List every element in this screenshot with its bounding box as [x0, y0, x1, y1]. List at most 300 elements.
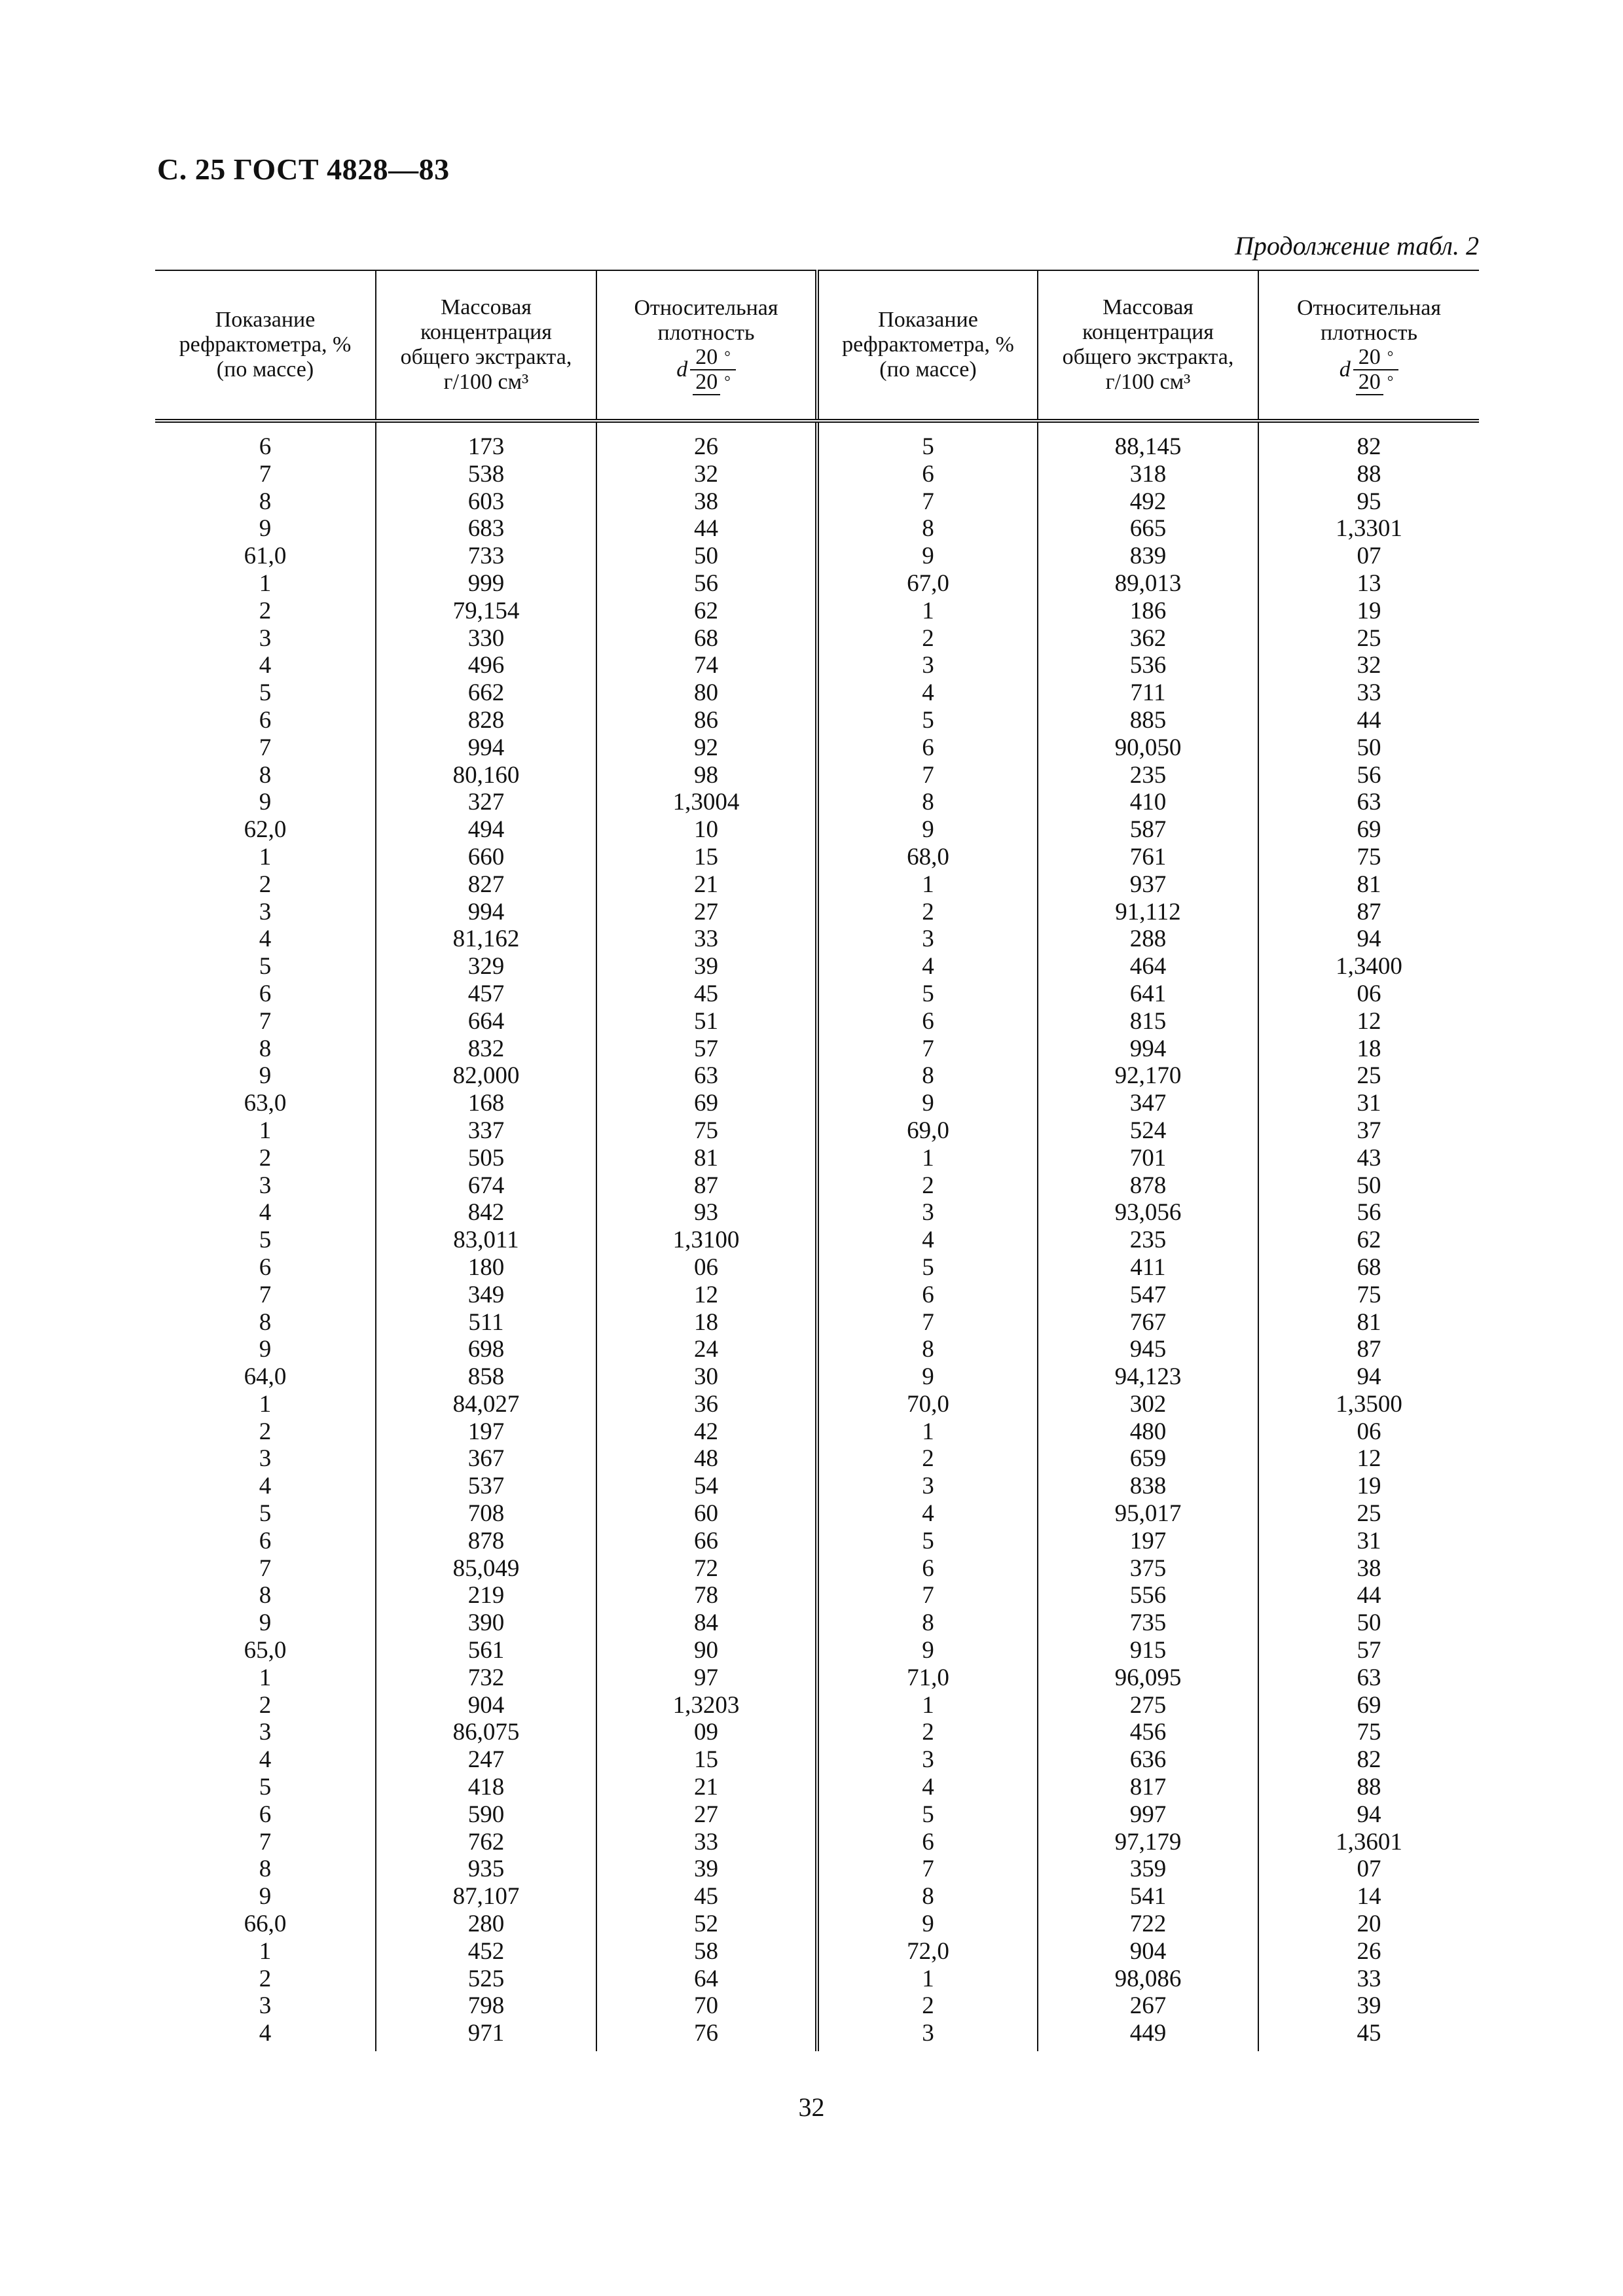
table-row: [155, 1336, 1479, 1363]
cell-mass-concentration-left: 337: [376, 1117, 596, 1145]
cell-mass-concentration-right: 347: [1038, 1090, 1258, 1117]
table-row: [155, 1145, 1479, 1172]
density-denominator: 20 °: [690, 370, 736, 394]
cell-mass-concentration-right: 480: [1038, 1418, 1258, 1446]
page-number: 32: [798, 2092, 825, 2122]
cell-mass-concentration-right: 91,112: [1038, 899, 1258, 926]
cell-relative-density-left: 38: [596, 488, 817, 516]
cell-refractometer-right: 4: [817, 1774, 1038, 1801]
header-text: рефрактометра, %: [179, 332, 352, 357]
table-row: [155, 1008, 1479, 1035]
cell-refractometer-right: 1: [817, 1418, 1038, 1446]
header-text: общего экстракта,: [1062, 345, 1234, 369]
cell-relative-density-left: 24: [596, 1336, 817, 1363]
header-relative-density-left: [596, 270, 817, 421]
table-row: [155, 734, 1479, 762]
cell-mass-concentration-left: 82,000: [376, 1062, 596, 1090]
cell-relative-density-left: 97: [596, 1664, 817, 1692]
table-row: [155, 871, 1479, 899]
cell-mass-concentration-left: 994: [376, 734, 596, 762]
table-row: [155, 1363, 1479, 1391]
cell-mass-concentration-left: 732: [376, 1664, 596, 1692]
density-symbol: d: [676, 357, 688, 382]
cell-relative-density-left: 66: [596, 1528, 817, 1555]
cell-refractometer-left: 4: [259, 1746, 272, 1774]
table-row: [155, 980, 1479, 1008]
cell-mass-concentration-right: 815: [1038, 1008, 1258, 1035]
header-text: плотность: [1320, 321, 1418, 345]
cell-mass-concentration-right: 275: [1038, 1692, 1258, 1719]
cell-relative-density-left: 50: [596, 543, 817, 570]
cell-relative-density-right: 50: [1258, 1172, 1479, 1200]
cell-refractometer-right: 2: [817, 899, 1038, 926]
cell-mass-concentration-right: 267: [1038, 1992, 1258, 2020]
cell-mass-concentration-right: 186: [1038, 598, 1258, 625]
cell-refractometer-left: 8: [259, 1035, 272, 1062]
cell-mass-concentration-right: 98,086: [1038, 1965, 1258, 1993]
table-row: [155, 1445, 1479, 1473]
cell-mass-concentration-left: 971: [376, 2020, 596, 2051]
cell-mass-concentration-right: 375: [1038, 1555, 1258, 1583]
cell-refractometer-left: 9: [259, 515, 272, 543]
cell-mass-concentration-right: 556: [1038, 1582, 1258, 1609]
table-row: [155, 789, 1479, 816]
cell-refractometer-right: 8: [817, 1336, 1038, 1363]
cell-refractometer-right: 3: [817, 1199, 1038, 1227]
cell-relative-density-right: 88: [1258, 1774, 1479, 1801]
cell-relative-density-right: 62: [1258, 1227, 1479, 1254]
cell-mass-concentration-left: 660: [376, 844, 596, 871]
cell-refractometer-left: 5: [259, 1774, 272, 1801]
header-text: концентрация: [420, 320, 552, 344]
table-row: [155, 1418, 1479, 1446]
table-row: [155, 625, 1479, 653]
cell-mass-concentration-right: 665: [1038, 515, 1258, 543]
cell-refractometer-right: 6: [817, 1282, 1038, 1309]
cell-mass-concentration-right: 722: [1038, 1910, 1258, 1938]
cell-mass-concentration-right: 839: [1038, 543, 1258, 570]
cell-refractometer-left: 6: [259, 433, 272, 460]
cell-relative-density-right: 38: [1258, 1555, 1479, 1583]
cell-relative-density-right: 32: [1258, 652, 1479, 679]
cell-mass-concentration-left: 762: [376, 1829, 596, 1856]
cell-relative-density-right: 56: [1258, 1199, 1479, 1227]
cell-mass-concentration-left: 904: [376, 1692, 596, 1719]
cell-relative-density-right: 88: [1258, 461, 1479, 488]
cell-relative-density-right: 69: [1258, 816, 1479, 844]
cell-refractometer-right: 2: [817, 1172, 1038, 1200]
header-text: (по массе): [879, 357, 977, 382]
cell-refractometer-right: 4: [817, 1500, 1038, 1528]
cell-relative-density-right: 1,3601: [1258, 1829, 1479, 1856]
cell-refractometer-left: 6: [259, 980, 272, 1007]
cell-refractometer-left: 7: [259, 1554, 272, 1582]
cell-relative-density-right: 1,3500: [1258, 1391, 1479, 1418]
cell-mass-concentration-right: 94,123: [1038, 1363, 1258, 1391]
cell-mass-concentration-left: 496: [376, 652, 596, 679]
cell-refractometer-left: 1: [259, 1664, 272, 1691]
cell-refractometer-left: 7: [259, 1828, 272, 1856]
cell-mass-concentration-left: 79,154: [376, 598, 596, 625]
density-formula: [676, 346, 736, 394]
cell-refractometer-left: 9: [259, 1336, 272, 1363]
cell-refractometer-right: 3: [817, 1746, 1038, 1774]
table-row: [155, 1965, 1479, 1993]
cell-refractometer-left: 6: [259, 1801, 272, 1828]
cell-mass-concentration-left: 349: [376, 1282, 596, 1309]
cell-refractometer-right: 7: [817, 1582, 1038, 1609]
table-row: [155, 570, 1479, 598]
header-text: (по массе): [216, 357, 314, 382]
cell-relative-density-left: 15: [596, 844, 817, 871]
cell-refractometer-left: 1: [259, 569, 272, 597]
cell-relative-density-right: 31: [1258, 1528, 1479, 1555]
cell-refractometer-right: 68,0: [817, 844, 1038, 871]
cell-relative-density-right: 94: [1258, 1363, 1479, 1391]
cell-mass-concentration-left: 664: [376, 1008, 596, 1035]
cell-refractometer-right: 9: [817, 1090, 1038, 1117]
cell-mass-concentration-left: 561: [376, 1637, 596, 1664]
table-row: [155, 1746, 1479, 1774]
cell-relative-density-left: 56: [596, 570, 817, 598]
cell-refractometer-left: 6: [259, 706, 272, 734]
cell-relative-density-left: 51: [596, 1008, 817, 1035]
cell-refractometer-right: 1: [817, 871, 1038, 899]
cell-mass-concentration-left: 999: [376, 570, 596, 598]
cell-refractometer-left: 4: [259, 925, 272, 953]
cell-refractometer-left: 8: [259, 761, 272, 789]
cell-relative-density-right: 75: [1258, 844, 1479, 871]
cell-refractometer-right: 71,0: [817, 1664, 1038, 1692]
cell-relative-density-right: 14: [1258, 1883, 1479, 1910]
density-numerator: 20 °: [690, 346, 736, 370]
cell-relative-density-left: 64: [596, 1965, 817, 1993]
cell-refractometer-right: 3: [817, 925, 1038, 953]
table-row: [155, 953, 1479, 980]
cell-relative-density-left: 75: [596, 1117, 817, 1145]
cell-relative-density-right: 25: [1258, 625, 1479, 653]
cell-relative-density-left: 70: [596, 1992, 817, 2020]
cell-mass-concentration-left: 698: [376, 1336, 596, 1363]
cell-refractometer-left: 2: [259, 1965, 272, 1992]
cell-mass-concentration-left: 505: [376, 1145, 596, 1172]
cell-refractometer-left: 8: [259, 1856, 272, 1883]
cell-relative-density-right: 07: [1258, 543, 1479, 570]
cell-relative-density-left: 58: [596, 1938, 817, 1965]
cell-mass-concentration-right: 449: [1038, 2020, 1258, 2051]
cell-mass-concentration-right: 97,179: [1038, 1829, 1258, 1856]
table-row: [155, 762, 1479, 789]
cell-mass-concentration-right: 90,050: [1038, 734, 1258, 762]
cell-relative-density-left: 27: [596, 899, 817, 926]
cell-mass-concentration-left: 173: [376, 421, 596, 461]
table-row: [155, 1528, 1479, 1555]
header-text: Показание: [878, 308, 978, 332]
cell-mass-concentration-left: 84,027: [376, 1391, 596, 1418]
density-numerator: 20 °: [1353, 346, 1399, 370]
cell-mass-concentration-left: 858: [376, 1363, 596, 1391]
cell-refractometer-right: 3: [817, 652, 1038, 679]
table-row: [155, 515, 1479, 543]
table-row: [155, 1035, 1479, 1063]
table-row: [155, 1254, 1479, 1282]
table-row: [155, 652, 1479, 679]
cell-mass-concentration-left: 180: [376, 1254, 596, 1282]
density-fraction: [690, 346, 736, 394]
cell-relative-density-right: 19: [1258, 598, 1479, 625]
cell-relative-density-right: 82: [1258, 1746, 1479, 1774]
table-row: [155, 925, 1479, 953]
table-row: [155, 1500, 1479, 1528]
cell-refractometer-left: 5: [259, 1500, 272, 1528]
cell-relative-density-right: 25: [1258, 1500, 1479, 1528]
cell-refractometer-left: 9: [259, 789, 272, 816]
cell-mass-concentration-right: 288: [1038, 925, 1258, 953]
cell-mass-concentration-right: 659: [1038, 1445, 1258, 1473]
cell-refractometer-right: 5: [817, 980, 1038, 1008]
cell-relative-density-right: 81: [1258, 871, 1479, 899]
cell-relative-density-left: 21: [596, 1774, 817, 1801]
cell-mass-concentration-right: 817: [1038, 1774, 1258, 1801]
cell-relative-density-left: 48: [596, 1445, 817, 1473]
cell-mass-concentration-left: 538: [376, 461, 596, 488]
cell-mass-concentration-right: 92,170: [1038, 1062, 1258, 1090]
cell-relative-density-right: 81: [1258, 1309, 1479, 1336]
cell-refractometer-left: 2: [259, 870, 272, 898]
cell-relative-density-right: 95: [1258, 488, 1479, 516]
cell-relative-density-left: 86: [596, 707, 817, 734]
table-row: [155, 1992, 1479, 2020]
cell-relative-density-right: 50: [1258, 1609, 1479, 1637]
cell-refractometer-left: 9: [259, 1609, 272, 1637]
cell-relative-density-left: 69: [596, 1090, 817, 1117]
density-denominator: 20 °: [1353, 370, 1399, 394]
cell-relative-density-right: 63: [1258, 789, 1479, 816]
cell-mass-concentration-right: 95,017: [1038, 1500, 1258, 1528]
cell-refractometer-left: 1: [259, 1117, 272, 1144]
cell-refractometer-left: 4: [259, 1199, 272, 1227]
cell-relative-density-right: 44: [1258, 707, 1479, 734]
cell-relative-density-left: 80: [596, 679, 817, 707]
cell-relative-density-left: 57: [596, 1035, 817, 1063]
cell-mass-concentration-right: 464: [1038, 953, 1258, 980]
cell-relative-density-left: 27: [596, 1801, 817, 1829]
cell-relative-density-right: 18: [1258, 1035, 1479, 1063]
cell-refractometer-right: 9: [817, 543, 1038, 570]
cell-mass-concentration-right: 93,056: [1038, 1199, 1258, 1227]
table-row: [155, 461, 1479, 488]
cell-relative-density-right: 82: [1258, 421, 1479, 461]
table-row: [155, 1692, 1479, 1719]
cell-refractometer-left: 65,0: [244, 1637, 287, 1664]
cell-mass-concentration-left: 87,107: [376, 1883, 596, 1910]
cell-refractometer-right: 2: [817, 1992, 1038, 2020]
cell-relative-density-right: 50: [1258, 734, 1479, 762]
cell-mass-concentration-left: 674: [376, 1172, 596, 1200]
cell-relative-density-left: 92: [596, 734, 817, 762]
table-row: [155, 1199, 1479, 1227]
cell-mass-concentration-right: 735: [1038, 1609, 1258, 1637]
cell-relative-density-right: 75: [1258, 1719, 1479, 1746]
cell-mass-concentration-right: 411: [1038, 1254, 1258, 1282]
cell-relative-density-left: 21: [596, 871, 817, 899]
cell-mass-concentration-left: 329: [376, 953, 596, 980]
cell-mass-concentration-right: 359: [1038, 1856, 1258, 1883]
cell-relative-density-right: 33: [1258, 679, 1479, 707]
table-row: [155, 1774, 1479, 1801]
cell-mass-concentration-right: 318: [1038, 461, 1258, 488]
cell-refractometer-left: 3: [259, 1445, 272, 1473]
cell-relative-density-right: 1,3400: [1258, 953, 1479, 980]
cell-relative-density-right: 87: [1258, 899, 1479, 926]
cell-relative-density-right: 25: [1258, 1062, 1479, 1090]
cell-mass-concentration-left: 683: [376, 515, 596, 543]
cell-mass-concentration-left: 418: [376, 1774, 596, 1801]
cell-relative-density-left: 1,3100: [596, 1227, 817, 1254]
cell-refractometer-right: 70,0: [817, 1391, 1038, 1418]
cell-relative-density-left: 60: [596, 1500, 817, 1528]
header-text: плотность: [657, 321, 755, 345]
table-row: [155, 488, 1479, 516]
cell-relative-density-left: 32: [596, 461, 817, 488]
table-row: [155, 1062, 1479, 1090]
cell-mass-concentration-right: 524: [1038, 1117, 1258, 1145]
cell-refractometer-left: 7: [259, 1281, 272, 1308]
cell-relative-density-right: 1,3301: [1258, 515, 1479, 543]
cell-mass-concentration-left: 457: [376, 980, 596, 1008]
cell-relative-density-left: 39: [596, 953, 817, 980]
cell-refractometer-right: 7: [817, 1856, 1038, 1883]
cell-mass-concentration-right: 456: [1038, 1719, 1258, 1746]
cell-refractometer-left: 8: [259, 1308, 272, 1336]
cell-refractometer-right: 5: [817, 1801, 1038, 1829]
cell-refractometer-right: 6: [817, 734, 1038, 762]
cell-relative-density-right: 45: [1258, 2020, 1479, 2051]
cell-mass-concentration-left: 878: [376, 1528, 596, 1555]
cell-mass-concentration-left: 83,011: [376, 1227, 596, 1254]
cell-refractometer-right: 4: [817, 679, 1038, 707]
table-row: [155, 1391, 1479, 1418]
cell-relative-density-right: 94: [1258, 925, 1479, 953]
cell-relative-density-left: 36: [596, 1391, 817, 1418]
cell-refractometer-left: 62,0: [244, 816, 287, 844]
cell-relative-density-right: 75: [1258, 1282, 1479, 1309]
cell-mass-concentration-left: 590: [376, 1801, 596, 1829]
cell-refractometer-left: 2: [259, 1418, 272, 1445]
cell-mass-concentration-right: 937: [1038, 871, 1258, 899]
cell-relative-density-left: 84: [596, 1609, 817, 1637]
table-body: [155, 421, 1479, 2051]
cell-relative-density-left: 15: [596, 1746, 817, 1774]
cell-refractometer-right: 5: [817, 1254, 1038, 1282]
cell-mass-concentration-left: 994: [376, 899, 596, 926]
header-text: общего экстракта,: [400, 345, 572, 369]
cell-refractometer-left: 4: [259, 2020, 272, 2047]
cell-refractometer-left: 3: [259, 624, 272, 652]
cell-mass-concentration-left: 86,075: [376, 1719, 596, 1746]
header-relative-density-right: [1258, 270, 1479, 421]
cell-refractometer-left: 4: [259, 1473, 272, 1500]
cell-relative-density-right: 68: [1258, 1254, 1479, 1282]
cell-mass-concentration-right: 362: [1038, 625, 1258, 653]
table-row: [155, 1609, 1479, 1637]
cell-mass-concentration-left: 367: [376, 1445, 596, 1473]
header-row: [155, 270, 1479, 421]
cell-mass-concentration-left: 603: [376, 488, 596, 516]
cell-mass-concentration-left: 197: [376, 1418, 596, 1446]
cell-refractometer-left: 2: [259, 597, 272, 624]
cell-mass-concentration-right: 547: [1038, 1282, 1258, 1309]
cell-relative-density-left: 78: [596, 1582, 817, 1609]
cell-relative-density-left: 26: [596, 421, 817, 461]
cell-refractometer-right: 9: [817, 1363, 1038, 1391]
cell-refractometer-right: 6: [817, 461, 1038, 488]
cell-mass-concentration-right: 88,145: [1038, 421, 1258, 461]
cell-refractometer-left: 8: [259, 488, 272, 515]
cell-mass-concentration-right: 767: [1038, 1309, 1258, 1336]
cell-refractometer-left: 3: [259, 1719, 272, 1746]
cell-refractometer-left: 5: [259, 1227, 272, 1254]
cell-refractometer-right: 8: [817, 1062, 1038, 1090]
cell-relative-density-right: 37: [1258, 1117, 1479, 1145]
cell-relative-density-left: 30: [596, 1363, 817, 1391]
cell-mass-concentration-right: 838: [1038, 1473, 1258, 1500]
cell-mass-concentration-right: 235: [1038, 1227, 1258, 1254]
cell-mass-concentration-left: 452: [376, 1938, 596, 1965]
header-refractometer-left: [155, 270, 376, 421]
cell-relative-density-left: 63: [596, 1062, 817, 1090]
cell-refractometer-right: 1: [817, 598, 1038, 625]
cell-refractometer-right: 6: [817, 1008, 1038, 1035]
table-row: [155, 1664, 1479, 1692]
cell-refractometer-left: 7: [259, 734, 272, 761]
table-row: [155, 1938, 1479, 1965]
header-text: Массовая: [441, 295, 532, 319]
cell-relative-density-left: 81: [596, 1145, 817, 1172]
cell-refractometer-left: 5: [259, 679, 272, 707]
cell-mass-concentration-right: 89,013: [1038, 570, 1258, 598]
header-text: Массовая: [1103, 295, 1194, 319]
cell-mass-concentration-right: 197: [1038, 1528, 1258, 1555]
cell-relative-density-right: 87: [1258, 1336, 1479, 1363]
cell-refractometer-right: 3: [817, 2020, 1038, 2051]
cell-refractometer-right: 5: [817, 707, 1038, 734]
cell-relative-density-left: 62: [596, 598, 817, 625]
table-row: [155, 899, 1479, 926]
cell-relative-density-left: 39: [596, 1856, 817, 1883]
cell-relative-density-left: 18: [596, 1309, 817, 1336]
cell-refractometer-left: 64,0: [244, 1363, 287, 1391]
table-row: [155, 1582, 1479, 1609]
table-row: [155, 1829, 1479, 1856]
cell-relative-density-right: 94: [1258, 1801, 1479, 1829]
cell-relative-density-left: 45: [596, 980, 817, 1008]
table-continuation-label: Продолжение табл. 2: [1234, 231, 1479, 260]
density-fraction: [1353, 346, 1399, 394]
cell-mass-concentration-right: 885: [1038, 707, 1258, 734]
cell-refractometer-left: 2: [259, 1691, 272, 1719]
cell-relative-density-right: 20: [1258, 1910, 1479, 1938]
cell-refractometer-right: 8: [817, 515, 1038, 543]
cell-mass-concentration-left: 842: [376, 1199, 596, 1227]
cell-refractometer-right: 6: [817, 1555, 1038, 1583]
cell-relative-density-right: 06: [1258, 1418, 1479, 1446]
table-row: [155, 2020, 1479, 2051]
cell-relative-density-right: 33: [1258, 1965, 1479, 1993]
table-row: [155, 1309, 1479, 1336]
cell-refractometer-right: 1: [817, 1965, 1038, 1993]
cell-mass-concentration-left: 537: [376, 1473, 596, 1500]
